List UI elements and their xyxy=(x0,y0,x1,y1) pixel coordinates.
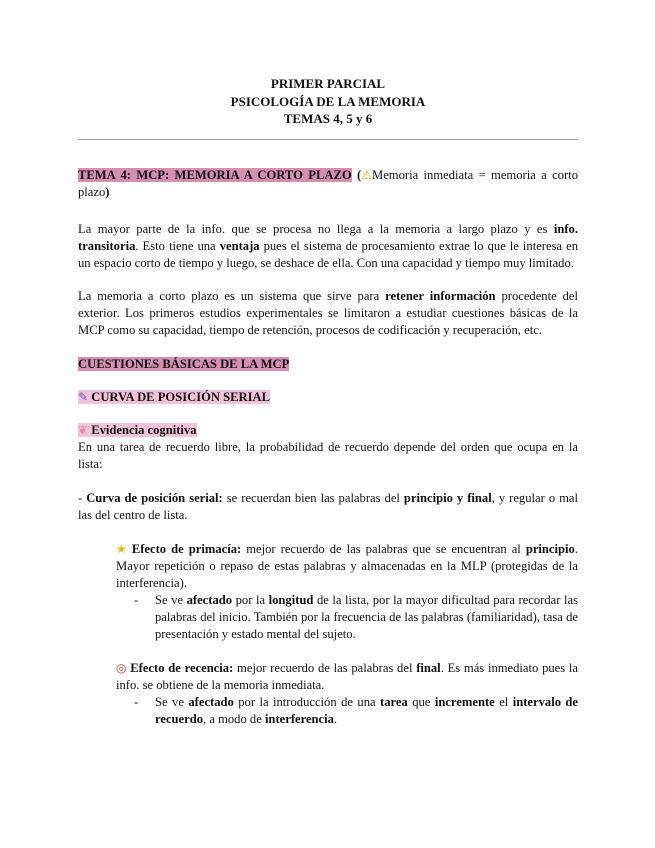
star-icon: ★ xyxy=(116,541,127,556)
curva-heading-highlight xyxy=(78,390,270,404)
brain-icon: ❦ xyxy=(78,422,89,437)
primacia-sub-text-3: de la lista, por la mayor dificultad para recordar las palabras del inicio. También por la frecuencia de las palabras (familiaridad), tasa de presentación y estado mental del sujeto. xyxy=(155,592,578,641)
header-line-1: PRIMER PARCIAL xyxy=(270,76,386,91)
primacia-sub-bold-2: longitud xyxy=(268,592,314,607)
primacia-bold-1: Efecto de primacía: xyxy=(131,541,242,556)
curva-bold-1: Curva de posición serial: xyxy=(86,490,223,505)
primacia-subitem xyxy=(78,592,578,643)
primacia-sub-text-2: por la xyxy=(232,592,269,607)
header-line-3: TEMAS 4, 5 y 6 xyxy=(283,111,373,126)
paragraph-2 xyxy=(78,288,578,339)
tema4-heading xyxy=(78,167,578,201)
recencia-subitem xyxy=(78,694,578,728)
primacia-text-1: mejor recuerdo de las palabras que se encuentran al xyxy=(241,541,526,556)
recencia-bold-2: final xyxy=(416,660,441,675)
evidencia-heading-highlight xyxy=(78,423,197,437)
paragraph-1 xyxy=(78,221,578,272)
list-dash: - xyxy=(134,694,139,709)
cuestiones-title: CUESTIONES BÁSICAS DE LA MCP xyxy=(78,356,290,371)
curva-text-2: , y regular o mal las del centro de lista. xyxy=(78,490,578,522)
recencia-sub-text-2: por la introducción de una xyxy=(233,694,381,709)
document-page xyxy=(78,75,578,728)
para1-bold-1: info. transitoria xyxy=(78,221,578,253)
document-header xyxy=(78,75,578,128)
target-icon: ◎ xyxy=(116,660,127,675)
recencia-sub-text-5: , a modo de xyxy=(203,711,265,726)
recencia-sub-bold-1: afectado xyxy=(188,694,234,709)
para1-text-3: pues el sistema de procesamiento extrae lo que le interesa en un espacio corto de tiempo y luego, se deshace de ella. Con una capacidad y tiempo muy limitado. xyxy=(78,238,578,270)
curva-text-1: se recuerdan bien las palabras del xyxy=(222,490,404,505)
section-heading-cuestiones xyxy=(78,356,578,373)
curva-definition xyxy=(78,490,578,524)
recencia-sub-bold-2: tarea xyxy=(380,694,408,709)
tema4-close-paren: ) xyxy=(105,184,110,199)
primacia-bold-2: principio xyxy=(525,541,575,556)
evidencia-title: Evidencia cognitiva xyxy=(91,422,197,437)
tema4-open-paren: ( xyxy=(351,167,362,182)
curva-dash: - xyxy=(78,490,87,505)
recencia-text-2: . Es más inmediato pues la info. se obtiene de la memoria inmediata. xyxy=(116,660,578,692)
recencia-sub-bold-5: interferencia xyxy=(264,711,334,726)
tema4-note: Memoria inmediata = memoria a corto plazo xyxy=(78,167,579,199)
header-line-2: PSICOLOGÍA DE LA MEMORIA xyxy=(230,93,426,109)
list-dash: - xyxy=(134,592,139,607)
recencia-sub-text-4: el xyxy=(494,694,513,709)
warning-icon: ⚠ xyxy=(361,167,372,182)
recencia-paragraph xyxy=(78,660,578,694)
recencia-bold-1: Efecto de recencia: xyxy=(130,660,234,675)
recencia-sub-text-3: que xyxy=(407,694,435,709)
primacia-sub-text-1: Se ve xyxy=(155,592,187,607)
para1-text-1: La mayor parte de la info. que se procesa no llega a la memoria a largo plazo y es xyxy=(78,221,554,236)
primacia-sub-bold-1: afectado xyxy=(186,592,233,607)
recencia-text-1: mejor recuerdo de las palabras del xyxy=(233,660,417,675)
magic-wand-icon: ✎ xyxy=(78,389,89,404)
recencia-sub-bold-3: incremente xyxy=(434,694,495,709)
recencia-sub-bold-4: intervalo de recuerdo xyxy=(155,694,579,726)
recencia-sub-text-6: . xyxy=(333,711,338,726)
primacia-paragraph xyxy=(78,541,578,592)
tema4-title: TEMA 4: MCP: MEMORIA A CORTO PLAZO xyxy=(78,167,352,182)
evidencia-text: En una tarea de recuerdo libre, la probabilidad de recuerdo depende del orden que ocupa en la lista: xyxy=(78,439,578,471)
para1-text-2: . Esto tiene una xyxy=(135,238,220,253)
para1-bold-2: ventaja xyxy=(219,238,260,253)
para2-text-2: procedente del exterior. Los primeros estudios experimentales se limitaron a estudiar cuestiones básicas de la MCP como su capacidad, tiempo de retención, procesos de codificación y recuperación, etc. xyxy=(78,288,579,337)
para2-bold-1: retener información xyxy=(385,288,496,303)
evidencia-heading xyxy=(78,422,578,439)
section-heading-curva xyxy=(78,389,578,406)
curva-bold-2: principio y final xyxy=(403,490,492,505)
primacia-text-2: . Mayor repetición o repaso de estas palabras y almacenadas en la MLP (protegidas de la interferencia). xyxy=(116,541,578,590)
curva-title: CURVA DE POSICIÓN SERIAL xyxy=(91,389,271,404)
recencia-sub-text-1: Se ve xyxy=(155,694,189,709)
para2-text-1: La memoria a corto plazo es un sistema que sirve para xyxy=(78,288,386,303)
